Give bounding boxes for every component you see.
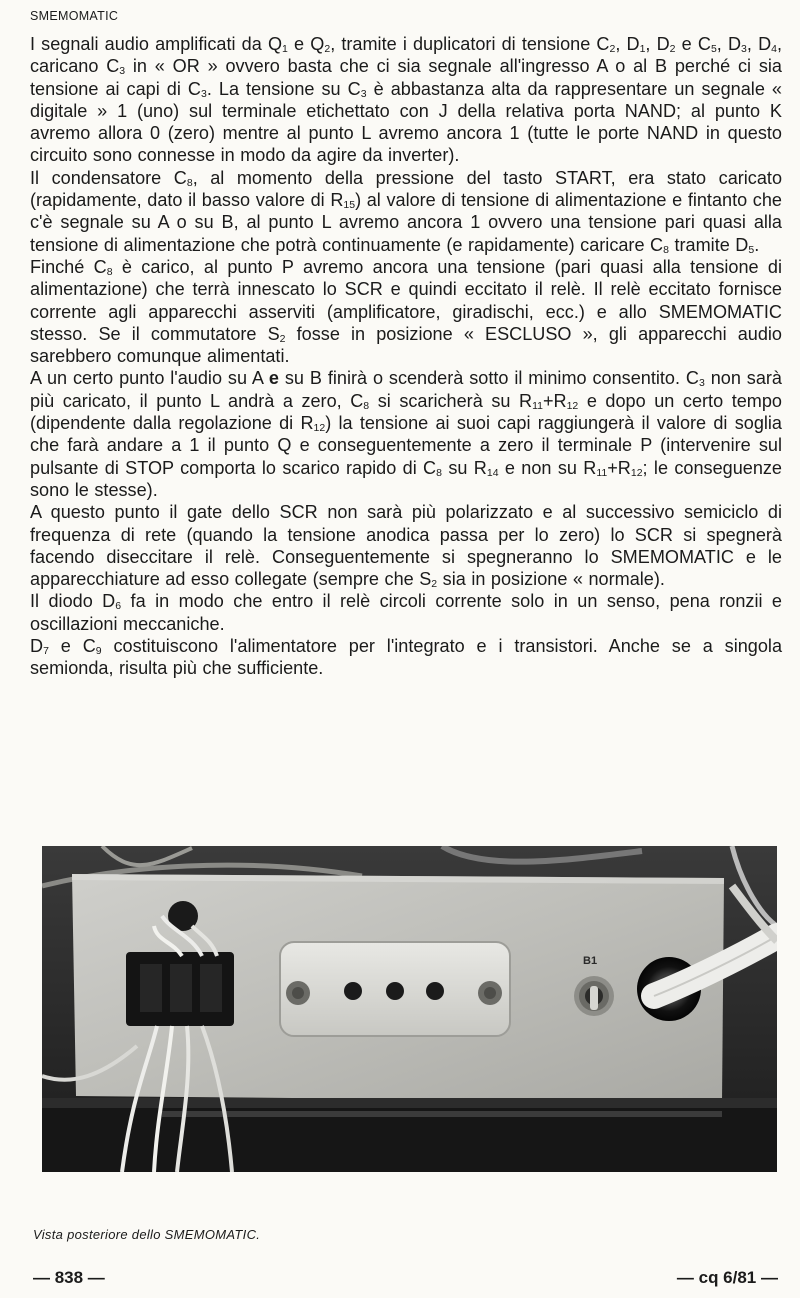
paragraph-6: Il diodo $D_6$ fa in modo che entro il relè circoli corrente solo in un senso, pena ronzii e oscillazioni meccaniche. bbox=[30, 591, 782, 634]
issue-label: — cq 6/81 — bbox=[676, 1268, 778, 1287]
paragraph-3: Finché $C_8$ è carico, al punto P avremo ancora una tensione (pari quasi alla tensione di alimentazione) che terrà innescato lo SCR e quindi eccitato il relè. Il relè eccitato fornisce corrente agli apparecchi asserviti (amplificatore, giradischi, ecc.) e allo SMEMOMATIC stesso. Se il commutatore $S_2$ fosse in posizione « ESCLUSO », gli apparecchi audio sarebbero comunque alimentati. bbox=[30, 256, 783, 367]
figure-caption: Vista posteriore dello SMEMOMATIC. bbox=[33, 1227, 261, 1242]
paragraph-5: A questo punto il gate dello SCR non sarà più polarizzato e al successivo semiciclo di frequenza di rete (quando la tensione anodica passa per lo zero) lo SCR si spegnerà facendo diseccitare il relè. Conseguentemente si spegneranno lo SMEMOMATIC e le apparecchiature ad esso collegate (sempre che $S_2$ sia in posizione « normale). bbox=[30, 502, 782, 591]
device-rear-panel-image bbox=[42, 846, 777, 1172]
device-photo bbox=[42, 846, 777, 1172]
article-body bbox=[30, 33, 782, 680]
paragraph-2: Il condensatore $C_8$, al momento della pressione del tasto START, era stato caricato (rapidamente, dato il basso valore di $R_{15}$) al valore di tensione di alimentazione e fintanto che c'è segnale su A o su B, al punto L avremo ancora 1 ovvero una tensione pari quasi alla tensione di alimentazione che potrà continuamente (e rapidamente) caricare $C_8$ tramite $D_5$. bbox=[30, 167, 783, 256]
running-header: SMEMOMATIC bbox=[30, 9, 119, 23]
paragraph-4: A un certo punto l'audio su A e su B finirà o scenderà sotto il minimo consentito. $C_3$ non sarà più caricato, il punto L andrà a zero, $C_8$ si scaricherà su $R_{11}+R_{12}$ e dopo un certo tempo (dipendente dalla regolazione di $R_{12}$) la tensione ai suoi capi raggiungerà il valore di soglia che farà andare a 1 il punto Q e conseguentemente a zero il terminale P (intervenire sul pulsante di STOP comporta lo scarico rapido di $C_8$ su $R_{14}$ e non su $R_{11}+R_{12}$; le conseguenze sono le stesse). bbox=[30, 368, 782, 500]
switch-label: B1 bbox=[583, 955, 598, 967]
paragraph-7: $D_7$ e $C_9$ costituiscono l'alimentatore per l'integrato e i transistori. Anche se a singola semionda, risulta più che sufficiente. bbox=[30, 636, 783, 679]
page-number: — 838 — bbox=[33, 1268, 105, 1287]
paragraph-1: I segnali audio amplificati da $Q_1$ e $Q_2$, tramite i duplicatori di tensione $C_2$, $D_1$, $D_2$ e $C_5$, $D_3$, $D_4$, caricano $C_3$ in « OR » ovvero basta che ci sia segnale all'ingresso A o al B perché ci sia tensione ai capi di $C_3$. La tensione su $C_3$ è abbastanza alta da rappresentare un segnale « digitale » 1 (uno) sul terminale etichettato con J della relativa porta NAND; al punto K avremo allora 0 (zero) mentre al punto L avremo ancora 1 (tutte le porte NAND in questo circuito sono connesse in modo da agire da inverter). bbox=[30, 34, 783, 166]
